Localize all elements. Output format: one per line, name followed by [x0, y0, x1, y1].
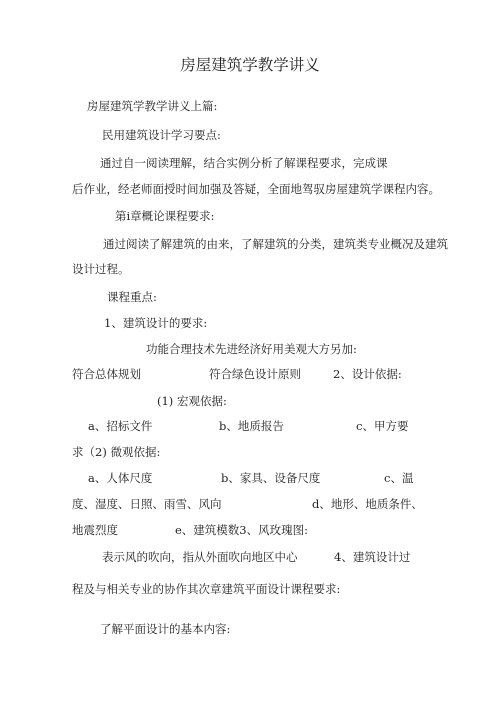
micro-row2-left: 度、湿度、日照、雨雪、风向: [72, 497, 222, 511]
micro-item-a: a、人体尺度: [88, 471, 153, 485]
chapter1-line-2: 设计过程。: [72, 262, 130, 276]
macro-item-c: c、甲方要: [356, 419, 409, 433]
macro-heading: (1) 宏观依据:: [157, 394, 227, 408]
micro-item-b: b、家具、设备尺度: [221, 471, 321, 485]
point-1-heading: 1、建筑设计的要求:: [104, 316, 208, 330]
document-title: 房屋建筑学教学讲义: [180, 56, 320, 74]
req-item-green: 符合绿色设计原则: [209, 367, 301, 381]
key-points-heading: 课程重点:: [107, 290, 157, 304]
plan-heading: 了解平面设计的基本内容:: [100, 622, 231, 636]
section-heading-main: 民用建筑设计学习要点:: [102, 128, 221, 142]
chapter1-line-1: 通过阅读了解建筑的由来，了解建筑的分类，建筑类专业概况及建筑: [103, 237, 448, 251]
point-2-heading: 2、设计依据:: [333, 367, 402, 381]
requirements-line: 功能合理技术先进经济好用美观大方另加:: [146, 342, 357, 356]
micro-item-c: c、温: [384, 471, 414, 485]
micro-item-d: d、地形、地质条件、: [312, 497, 423, 511]
process-line: 程及与相关专业的协作其次章建筑平面设计课程要求:: [72, 582, 341, 596]
wind-rose-description: 表示风的吹向，指从外面吹向地区中心: [102, 550, 298, 564]
macro-item-b: b、地质报告: [219, 419, 284, 433]
point-4-heading: 4、建筑设计过: [334, 550, 411, 564]
intro-line: 房屋建筑学教学讲义上篇:: [87, 99, 218, 113]
method-line-2: 后作业，经老师面授时间加强及答疑，全面地驾驭房屋建筑学课程内容。: [72, 182, 440, 196]
micro-row3-left: 地震烈度: [72, 523, 118, 537]
micro-item-e: e、建筑模数3、风玫瑰图:: [175, 523, 308, 537]
chapter1-heading: 第i章概论课程要求:: [115, 209, 215, 223]
req-item-planning: 符合总体规划: [72, 367, 141, 381]
micro-heading: 求（2) 微观依据:: [72, 445, 161, 459]
macro-item-a: a、招标文件: [88, 419, 153, 433]
method-line-1: 通过自一阅读理解，结合实例分析了解课程要求，完成课: [100, 156, 388, 170]
